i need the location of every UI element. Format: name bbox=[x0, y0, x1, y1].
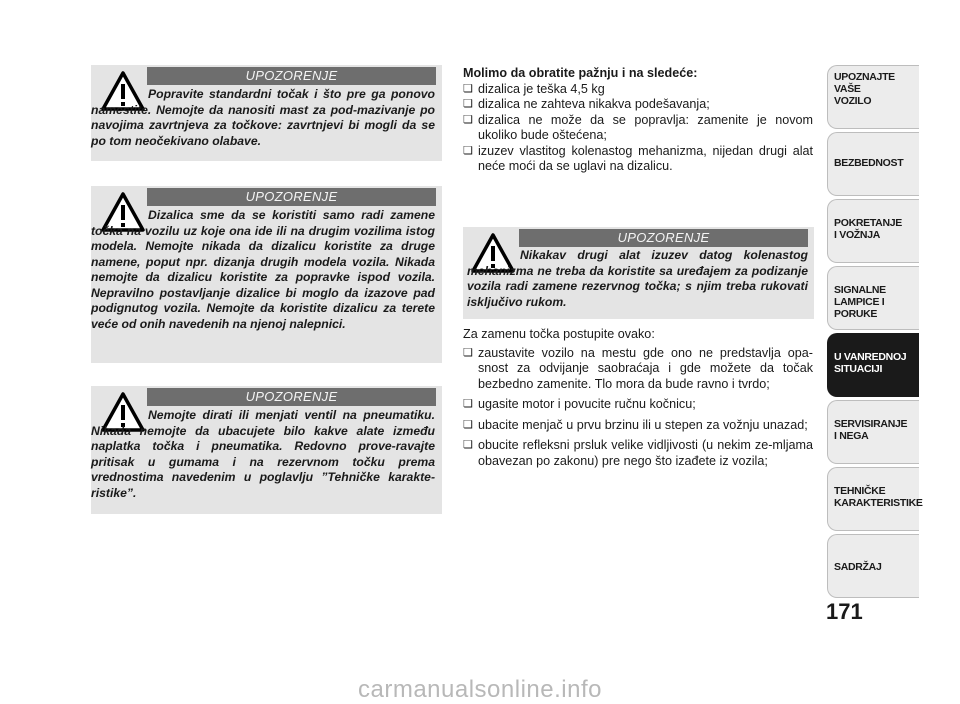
list-item: ❏ dizalica ne može da se popravlja: zamenite je novom ukoliko bude oštećena; bbox=[463, 113, 813, 144]
warning-text: Popravite standardni točak i što pre ga ponovo namestite. Nemojte da nanositi mast za pod-mazivanje po navojima zavrtnjeva za točkove: zavrtnjevi bi mogli da se po tom neočekivano olabave. bbox=[91, 87, 435, 148]
warning-box-2 bbox=[91, 186, 442, 363]
tab-sadrzaj[interactable] bbox=[827, 534, 919, 598]
tab-upoznajte-vase-vozilo[interactable] bbox=[827, 65, 919, 129]
watermark: carmanualsonline.info bbox=[358, 676, 602, 703]
list-item: ❏ zaustavite vozilo na mestu gde ono ne predstavlja opa-snost za odvijanje saobraćaja i gde možete da točak bezbedno zamenite. Tlo mora da bude ravno i tvrdo; bbox=[463, 346, 813, 393]
tab-label: TEHNIČKE KARAKTERISTIKE bbox=[834, 485, 923, 509]
tab-u-vanrednoj-situaciji[interactable] bbox=[827, 333, 919, 397]
tab-signalne-lampice[interactable] bbox=[827, 266, 919, 330]
tab-tehnicke-karakteristike[interactable] bbox=[827, 467, 923, 531]
tab-label: POKRETANJE I VOŽNJA bbox=[834, 217, 902, 241]
list-item: ❏ dizalica ne zahteva nikakva podešavanja; bbox=[463, 97, 813, 113]
warning-box-3 bbox=[91, 386, 442, 514]
tab-pokretanje-i-voznja[interactable] bbox=[827, 199, 919, 263]
tab-label: U VANREDNOJ SITUACIJI bbox=[834, 351, 907, 375]
list-item: ❏ obucite refleksni prsluk velike vidljivosti (u nekim ze-mljama obavezan po zakonu) pre nego što izađete iz vozila; bbox=[463, 438, 813, 469]
procedure-steps bbox=[463, 346, 813, 470]
warning-text: Dizalica sme da se koristiti samo radi zamene točka na vozilu uz koje ona ide ili na drugim vozilima istog modela. Nemojte nikada da dizalicu koristite za druge namene, poput npr. dizanja drugih modela vozila. Nikada nemojte da dizalicu koristite za popravke ispod vozila. Nepravilno postavljanje dizalice bi moglo da izazove pad podignutog vozila. Nemojte da koristite dizalicu za terete veće od onih navedenih na njenoj nalepnici. bbox=[91, 208, 435, 331]
warning-header: UPOZORENJE bbox=[147, 388, 436, 406]
warning-box-4 bbox=[463, 227, 814, 319]
warning-box-1 bbox=[91, 65, 442, 161]
tab-servisiranje-i-nega[interactable] bbox=[827, 400, 919, 464]
list-item: ❏ izuzev vlastitog kolenastog mehanizma, nijedan drugi alat neće moći da se uglavi na dizalicu. bbox=[463, 144, 813, 175]
notes-list bbox=[463, 82, 813, 175]
list-item: ❏ ubacite menjač u prvu brzinu ili u stepen za vožnju unazad; bbox=[463, 418, 813, 434]
tab-label: UPOZNAJTE VAŠE VOZILO bbox=[834, 71, 895, 107]
notes-title: Molimo da obratite pažnju i na sledeće: bbox=[463, 66, 698, 80]
warning-header: UPOZORENJE bbox=[147, 188, 436, 206]
warning-header: UPOZORENJE bbox=[147, 67, 436, 85]
warning-text: Nikakav drugi alat izuzev datog kolenastog mehanizma ne treba da koristite sa uređajem za podizanje vozila radi zamene rezervnog točka; s njim treba rukovati isključivo rukom. bbox=[467, 248, 808, 309]
tab-label: SERVISIRANJE I NEGA bbox=[834, 418, 908, 442]
page-number: 171 bbox=[826, 599, 863, 624]
warning-text: Nemojte dirati ili menjati ventil na pneumatiku. Nikada nemojte da ubacujete bilo kakve alate između naplatka točka i pneumatika. Redovno prove-ravajte pritisak u gumama i na rezervnom točku prema vrednostima navedenim u poglavlju ”Tehničke karakte-ristike”. bbox=[91, 408, 435, 500]
tab-bezbednost[interactable] bbox=[827, 132, 919, 196]
tab-label: BEZBEDNOST bbox=[834, 157, 904, 169]
wheel-change-procedure bbox=[463, 327, 813, 469]
warning-header: UPOZORENJE bbox=[519, 229, 808, 247]
tab-label: SADRŽAJ bbox=[834, 561, 882, 573]
tab-label: SIGNALNE LAMPICE I PORUKE bbox=[834, 284, 886, 320]
list-item: ❏ ugasite motor i povucite ručnu kočnicu; bbox=[463, 397, 813, 413]
jack-notes bbox=[463, 66, 813, 175]
procedure-intro: Za zamenu točka postupite ovako: bbox=[463, 327, 655, 341]
list-item: ❏ dizalica je teška 4,5 kg bbox=[463, 82, 813, 98]
